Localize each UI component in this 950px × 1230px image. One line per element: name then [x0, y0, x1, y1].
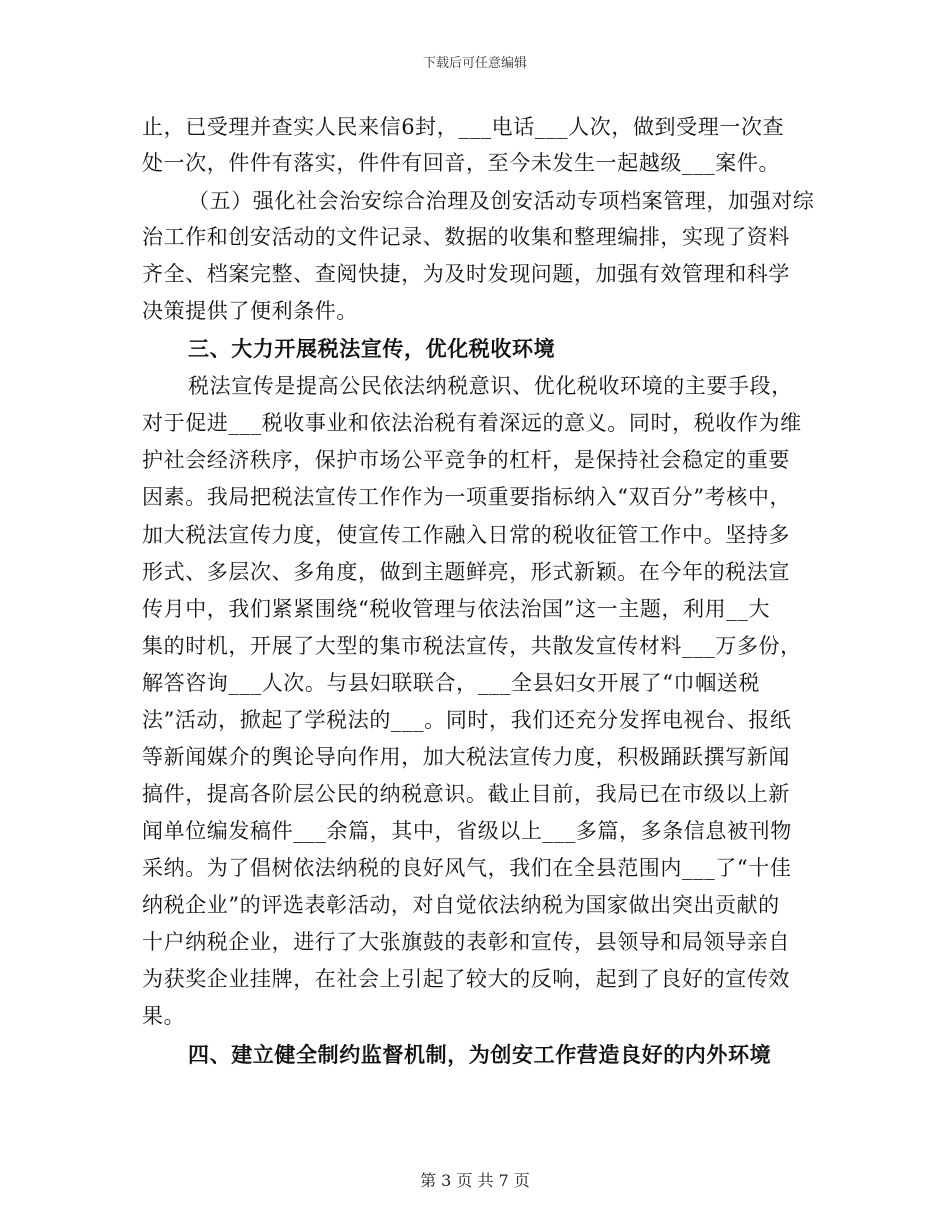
paragraph-line: 解答咨询___人次。与县妇联联合，___全县妇女开展了“巾帼送税 [142, 671, 760, 695]
paragraph-line: 齐全、档案完整、查阅快捷，为及时发现问题，加强有效管理和科学 [142, 262, 790, 286]
paragraph-line: 税法宣传是提高公民依法纳税意识、优化税收环境的主要手段， [188, 374, 793, 398]
paragraph-line: 形式、多层次、多角度，做到主题鲜亮，形式新颖。在今年的税法宣 [142, 560, 790, 584]
paragraph-line: （五）强化社会治安综合治理及创安活动专项档案管理，加强对综 [188, 189, 815, 213]
paragraph-line: 闻单位编发稿件___余篇，其中，省级以上___多篇，多条信息被刊物 [142, 819, 792, 843]
paragraph-line: 集的时机，开展了大型的集市税法宣传，共散发宣传材料___万多份， [142, 634, 802, 658]
paragraph-line: 止，已受理并查实人民来信6封，___电话___人次，做到受理一次查 [142, 115, 785, 139]
paragraph-line: 加大税法宣传力度，使宣传工作融入日常的税收征管工作中。坚持多 [142, 523, 790, 547]
paragraph-line: 为获奖企业挂牌，在社会上引起了较大的反响，起到了良好的宣传效 [142, 967, 790, 991]
page-header: 下载后可任意编辑 [422, 56, 527, 71]
paragraph-line: 处一次，件件有落实，件件有回音，至今未发生一起越级___案件。 [142, 151, 781, 175]
paragraph-line: 纳税企业”的评选表彰活动，对自觉依法纳税为国家做出突出贡献的 [142, 893, 780, 917]
paragraph-line: 因素。我局把税法宣传工作作为一项重要指标纳入“双百分”考核中， [142, 485, 792, 509]
page-footer: 第 3 页 共 7 页 [420, 1171, 530, 1190]
paragraph-line: 等新闻媒介的舆论导向作用，加大税法宣传力度，积极踊跃撰写新闻 [142, 745, 790, 769]
paragraph-line: 果。 [142, 1004, 186, 1028]
section-heading: 四、建立健全制约监督机制，为创安工作营造良好的内外环境 [188, 1042, 772, 1067]
paragraph-line: 治工作和创安活动的文件记录、数据的收集和整理编排，实现了资料 [142, 225, 790, 249]
paragraph-line: 护社会经济秩序，保护市场公平竞争的杠杆，是保持社会稳定的重要 [142, 448, 790, 472]
paragraph-line: 决策提供了便利条件。 [142, 299, 358, 323]
paragraph-line: 法”活动，掀起了学税法的___。同时，我们还充分发挥电视台、报纸 [142, 708, 792, 732]
paragraph-line: 传月中，我们紧紧围绕“税收管理与依法治国”这一主题，利用__大 [142, 597, 771, 621]
paragraph-line: 搞件，提高各阶层公民的纳税意识。截止目前，我局已在市级以上新 [142, 782, 790, 806]
paragraph-line: 采纳。为了倡树依法纳税的良好风气，我们在全县范围内___了“十佳 [142, 856, 792, 880]
paragraph-line: 对于促进___税收事业和依法治税有着深远的意义。同时，税收作为维 [142, 411, 802, 435]
paragraph-line: 十户纳税企业，进行了大张旗鼓的表彰和宣传，县领导和局领导亲自 [142, 930, 790, 954]
section-heading: 三、大力开展税法宣传，优化税收环境 [188, 336, 556, 361]
